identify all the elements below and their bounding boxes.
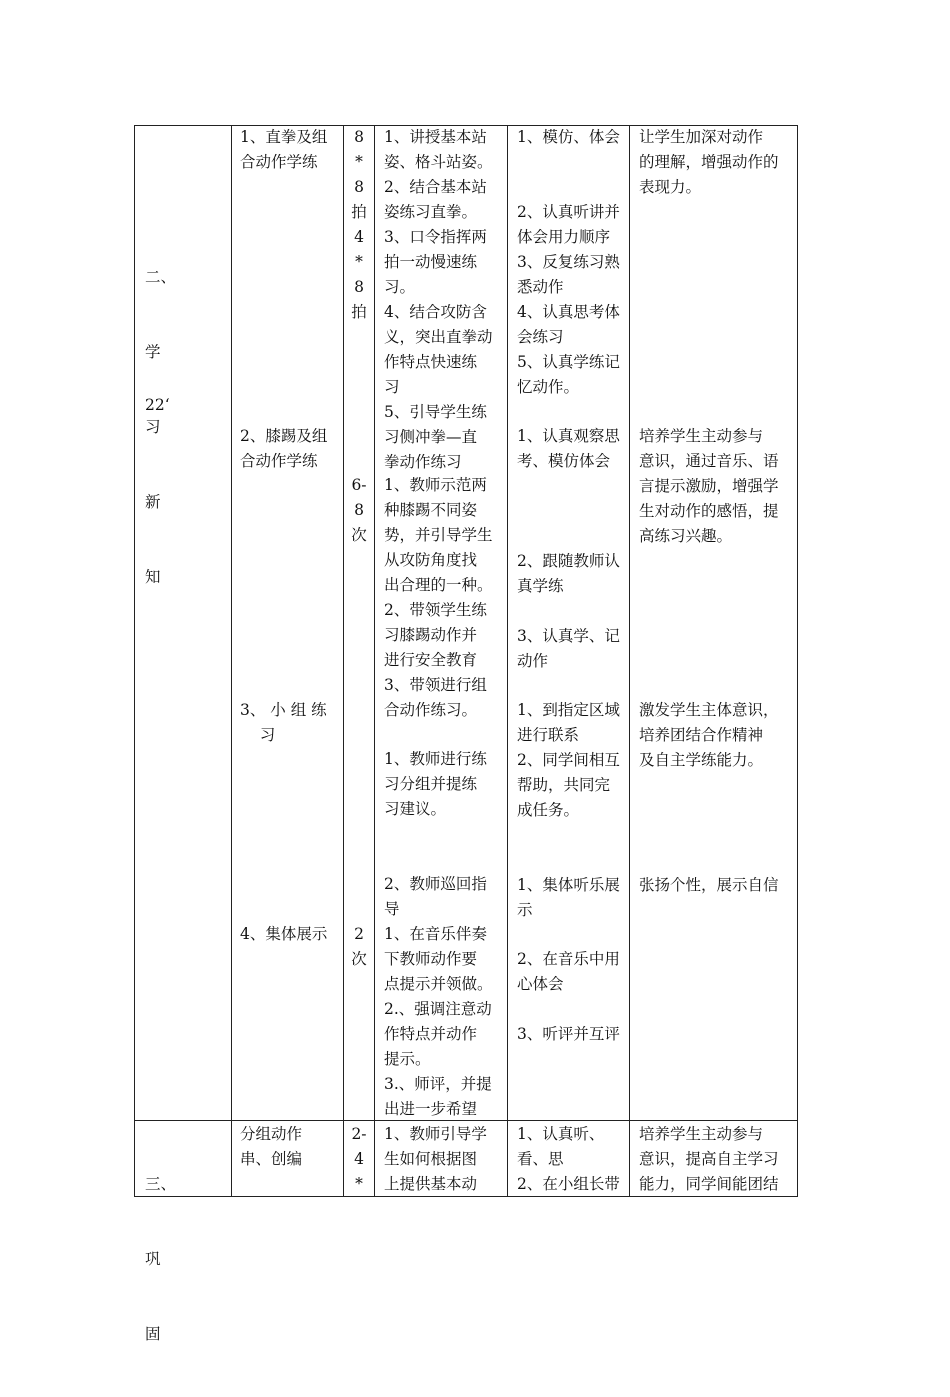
item-content: 3、 小 组 练 习 [240, 701, 327, 744]
col-divider [231, 125, 232, 1197]
title-line: 学 [145, 343, 161, 361]
section-time: 22‘ [145, 396, 170, 414]
student-activity: 1、到指定区域 进行联系 2、同学间相互 帮助，共同完 成任务。 1、集体听乐展 示 [517, 701, 620, 919]
item-content: 1、直拳及组 合动作学练 [240, 128, 328, 171]
teacher-activity: 1、讲授基本站 姿、格斗站姿。 2、结合基本站 姿练习直拳。 3、口令指挥两 拍一动慢速练 习。 4、结合攻防含 义，突出直拳动 作特点快速练 习 5、引导学生练 习侧冲拳—直 拳动作练习 [384, 128, 493, 471]
item-content: 4、集体展示 [240, 925, 328, 943]
col-divider [507, 125, 508, 1197]
item-amount: 2 次 [351, 925, 367, 968]
item-purpose: 培养学生主动参与 意识，通过音乐、语 言提示激励，增强学 生对动作的感悟，提 高练习兴趣。 [639, 427, 779, 545]
title-line: 知 [145, 568, 161, 586]
teacher-activity: 1、在音乐伴奏 下教师动作要 点提示并领做。 2.、强调注意动 作特点并动作 提示。 3.、师评，并提 出进一步希望 [384, 925, 493, 1118]
col-divider [374, 125, 375, 1197]
item-purpose: 培养学生主动参与 意识，提高自主学习 能力，同学间能团结 [639, 1125, 779, 1193]
teacher-activity: 1、教师引导学 生如何根据图 上提供基本动 [384, 1125, 487, 1193]
section-title [145, 215, 176, 640]
student-activity: 2、在音乐中用 心体会 3、听评并互评 [517, 950, 620, 1043]
student-activity: 1、认真听、 看、思 2、在小组长带 [517, 1125, 620, 1193]
title-line: 巩 [145, 1250, 161, 1268]
title-line: 习 [145, 418, 161, 436]
teacher-activity: 1、教师示范两 种膝踢不同姿 势，并引导学生 从攻防角度找 出合理的一种。 2、带领学生练 习膝踢动作并 进行安全教育 3、带领进行组 合动作练习。 [384, 476, 493, 719]
teacher-activity: 1、教师进行练 习分组并提练 习建议。 2、教师巡回指 导 [384, 750, 487, 918]
student-activity: 1、认真观察思 考、模仿体会 2、跟随教师认 真学练 3、认真学、记 动作 [517, 427, 620, 670]
item-amount: 8 * 8 拍 4 * 8 拍 [351, 128, 367, 321]
item-content: 分组动作 串、创编 [240, 1125, 303, 1168]
item-purpose: 让学生加深对动作 的理解，增强动作的 表现力。 [639, 128, 779, 196]
title-line: 三、 [145, 1175, 177, 1193]
item-amount: 2- 4 * [351, 1125, 367, 1193]
title-line: 新 [145, 493, 161, 511]
col-divider [629, 125, 630, 1197]
title-line: 二、 [145, 268, 177, 286]
student-activity: 1、模仿、体会 2、认真听讲并 体会用力顺序 3、反复练习熟 悉动作 4、认真思考体 会练习 5、认真学练记 忆动作。 [517, 128, 620, 396]
lesson-plan-table [134, 125, 798, 1343]
item-amount: 6- 8 次 [351, 476, 367, 544]
item-content: 2、膝踢及组 合动作学练 [240, 427, 328, 470]
item-purpose: 激发学生主体意识， 培养团结合作精神 及自主学练能力。 张扬个性，展示自信 [639, 701, 779, 894]
section-title [145, 1122, 176, 1397]
title-line: 固 [145, 1325, 161, 1343]
